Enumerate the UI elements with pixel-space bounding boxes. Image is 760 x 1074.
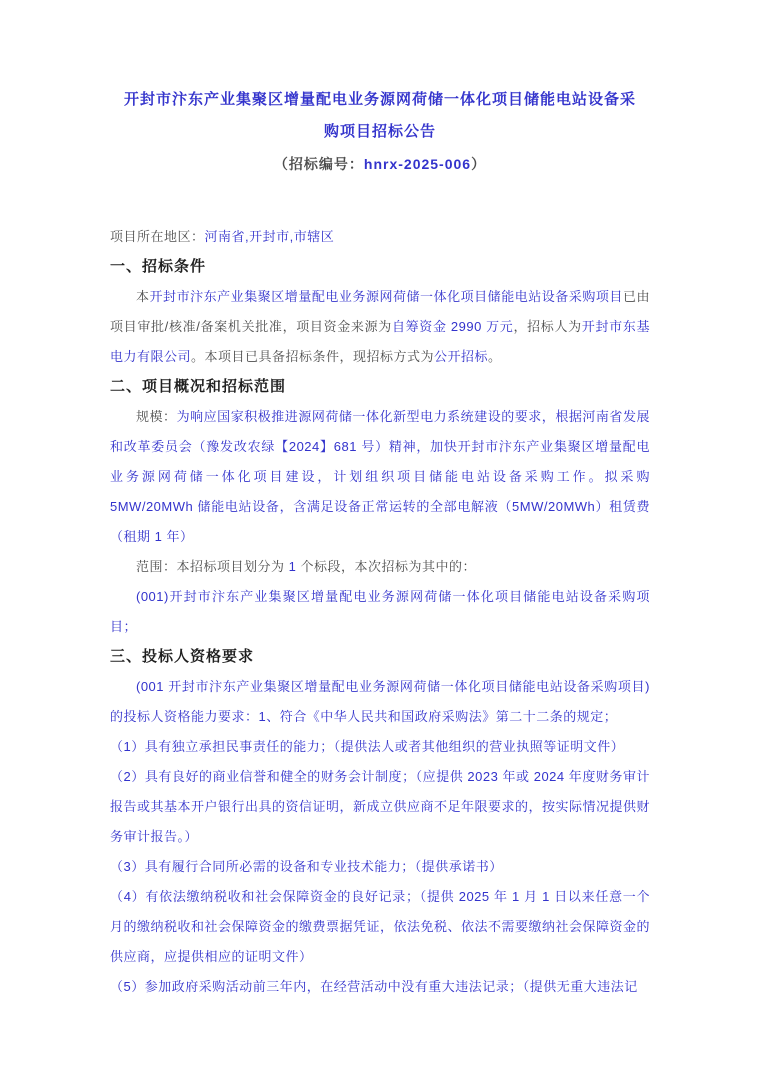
project-region-line [110, 222, 650, 252]
lot-001-paragraph [110, 582, 650, 642]
text-segment: 开封市汴东产业集聚区增量配电业务源网荷储一体化项目储能电站设备采购项目 [149, 289, 623, 304]
section-heading-project-overview: 二、项目概况和招标范围 [110, 378, 287, 395]
text-segment: 个标段，本次招标为其中的： [296, 559, 476, 574]
section-heading-tender-conditions: 一、招标条件 [110, 258, 207, 275]
section-heading-bidder-qualification: 三、投标人资格要求 [110, 648, 255, 665]
text-segment: 规模： [136, 409, 177, 424]
text-segment: 。 [488, 349, 502, 364]
tender-number-prefix: （招标编号： [273, 156, 364, 172]
text-segment: （4）有依法缴纳税收和社会保障资金的良好记录；（提供 2025 年 1 月 1 日以来任意一个月的缴纳税收和社会保障资金的缴费票据凭证，依法免税、依法不需要缴纳社会保障资金的供应商，应提供相应的证明文件） [110, 889, 651, 964]
qualification-item-3 [110, 852, 650, 882]
qualification-item-2 [110, 762, 650, 852]
text-segment: （1）具有独立承担民事责任的能力；（提供法人或者其他组织的营业执照等证明文件） [110, 739, 625, 754]
text-segment: 开封市东基电力有限公司 [110, 319, 650, 364]
text-segment: 公开招标 [434, 349, 489, 364]
document-body [110, 222, 650, 1002]
text-segment: (001 开封市汴东产业集聚区增量配电业务源网荷储一体化项目储能电站设备采购项目)的投标人资格能力要求：1、符合《中华人民共和国政府采购法》第二十二条的规定； [110, 679, 650, 724]
text-segment: 已由项目审批/核准/备案机关批准，项目资金来源为 [110, 289, 650, 334]
text-segment: （2）具有良好的商业信誉和健全的财务会计制度；（应提供 2023 年或 2024 年度财务审计报告或其基本开户银行出具的资信证明，新成立供应商不足年限要求的，按实际情况提供财务审计报告。） [110, 769, 651, 844]
text-segment: 1 [288, 559, 297, 574]
qualification-intro-paragraph [110, 672, 650, 732]
tender-scope-paragraph [110, 552, 650, 582]
tender-conditions-paragraph [110, 282, 650, 372]
qualification-item-5 [110, 972, 650, 1002]
tender-number-suffix: ） [471, 156, 487, 172]
text-segment: (001)开封市汴东产业集聚区增量配电业务源网荷储一体化项目储能电站设备采购项目； [110, 589, 650, 634]
tender-number-line [110, 148, 650, 180]
text-segment: ，招标人为 [513, 319, 582, 334]
text-segment: （3）具有履行合同所必需的设备和专业技术能力；（提供承诺书） [110, 859, 503, 874]
qualification-item-1 [110, 732, 650, 762]
text-segment: （5）参加政府采购活动前三年内，在经营活动中没有重大违法记录；（提供无重大违法记 [110, 979, 638, 994]
project-scale-paragraph [110, 402, 650, 552]
qualification-item-4 [110, 882, 650, 972]
text-segment: 本 [136, 289, 150, 304]
project-region-value: 河南省,开封市,市辖区 [204, 229, 335, 244]
text-segment: 为响应国家积极推进源网荷储一体化新型电力系统建设的要求，根据河南省发展和改革委员会（豫发改农绿【2024】681 号）精神，加快开封市汴东产业集聚区增量配电业务源网荷储一体化项目建设，计划组织项目储能电站设备采购工作。拟采购 5MW/20MWh 储能电站设备，含满足设备正常运转的全部电解液（5MW/20MWh）租赁费（租期 1 年） [110, 409, 650, 544]
project-region-label: 项目所在地区： [110, 229, 205, 244]
text-segment: 范围：本招标项目划分为 [136, 559, 289, 574]
document-title: 开封市汴东产业集聚区增量配电业务源网荷储一体化项目储能电站设备采购项目招标公告 [123, 91, 636, 140]
text-segment: 。本项目已具备招标条件，现招标方式为 [191, 349, 435, 364]
tender-number-value: hnrx-2025-006 [363, 156, 472, 172]
text-segment: 自筹资金 2990 万元 [391, 319, 514, 334]
